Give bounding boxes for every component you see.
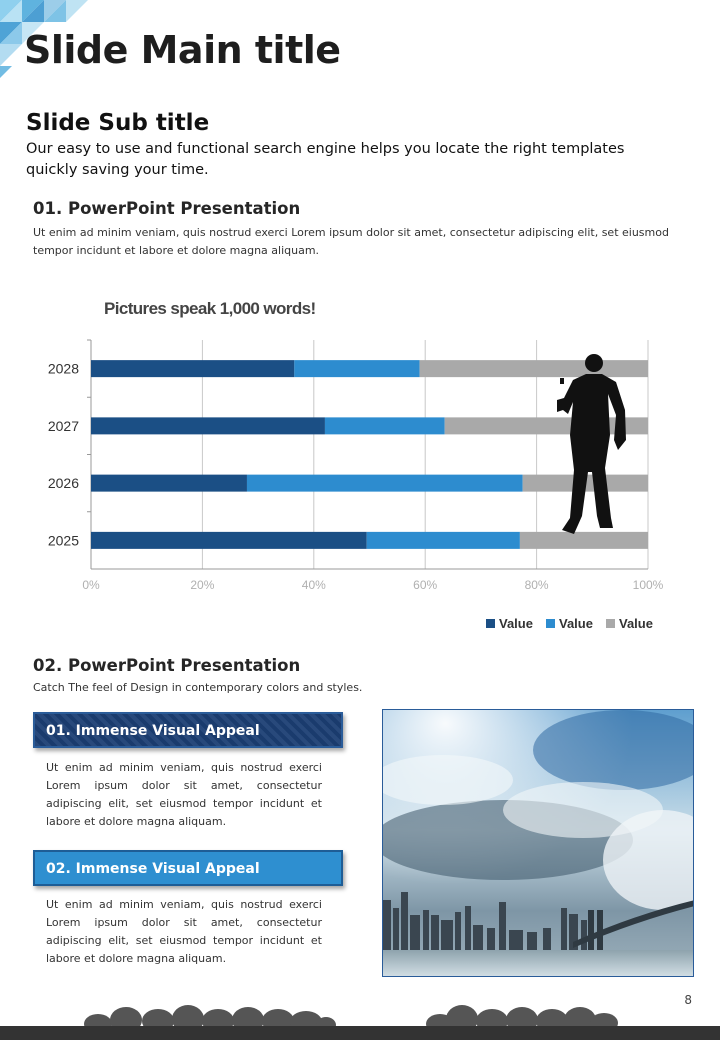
businessman-silhouette xyxy=(557,354,626,534)
bar-2027-series-1 xyxy=(91,417,325,434)
x-tick-label: 0% xyxy=(82,578,100,592)
city-skyline-photo xyxy=(382,709,694,977)
page-title: Slide Main title xyxy=(24,28,341,72)
x-tick-label: 20% xyxy=(190,578,215,592)
section2-heading: 02. PowerPoint Presentation xyxy=(33,656,301,675)
x-tick-label: 100% xyxy=(632,578,664,592)
x-tick-label: 80% xyxy=(524,578,549,592)
bar-2027-series-2 xyxy=(325,417,445,434)
y-tick-label: 2025 xyxy=(47,532,79,549)
footer-cloud-decoration xyxy=(0,1004,720,1028)
stacked-bar-chart xyxy=(30,290,690,640)
section1-heading: 01. PowerPoint Presentation xyxy=(33,199,301,218)
bar-2025-series-1 xyxy=(91,532,367,549)
feature-box-2-text: Ut enim ad minim veniam, quis nostrud exerci Lorem ipsum dolor sit amet, consectetur adipiscing elit, set eiusmod tempor incidunt et labore et dolore magna aliquam. xyxy=(46,898,322,965)
section1-text: Ut enim ad minim veniam, quis nostrud exerci Lorem ipsum dolor sit amet, consectetur adipiscing elit, set eiusmod tempor incidunt et labore et dolore magna aliquam. xyxy=(33,226,669,257)
section2-text: Catch The feel of Design in contemporary colors and styles. xyxy=(33,681,363,694)
feature-box-2-title: 02. Immense Visual Appeal xyxy=(33,850,343,886)
footer-bar xyxy=(0,1026,720,1040)
x-tick-label: 60% xyxy=(413,578,438,592)
legend-swatch xyxy=(486,619,495,628)
y-tick-label: 2027 xyxy=(47,417,79,434)
legend-label: Value xyxy=(499,616,533,631)
bar-2028-series-2 xyxy=(294,360,419,377)
x-tick-label: 40% xyxy=(301,578,326,592)
bar-2028-series-1 xyxy=(91,360,294,377)
y-tick-label: 2028 xyxy=(47,360,79,377)
legend-swatch xyxy=(546,619,555,628)
bar-2025-series-3 xyxy=(520,532,648,549)
legend-label: Value xyxy=(559,616,593,631)
sub-title-description: Our easy to use and functional search engine helps you locate the right templates quickly saving your time. xyxy=(26,141,625,178)
chart-title: Pictures speak 1,000 words! xyxy=(104,299,316,318)
bar-2026-series-1 xyxy=(91,475,247,492)
page-number: 8 xyxy=(684,993,692,1007)
bar-2026-series-2 xyxy=(247,475,523,492)
feature-box-1-title: 01. Immense Visual Appeal xyxy=(33,712,343,748)
feature-box-1-text: Ut enim ad minim veniam, quis nostrud exerci Lorem ipsum dolor sit amet, consectetur adipiscing elit, set eiusmod tempor incidunt et labore et dolore magna aliquam. xyxy=(46,761,322,828)
sub-title: Slide Sub title xyxy=(26,110,210,136)
y-tick-label: 2026 xyxy=(47,475,79,492)
legend-swatch xyxy=(606,619,615,628)
bar-2028-series-3 xyxy=(420,360,648,377)
bar-2025-series-2 xyxy=(367,532,520,549)
legend-label: Value xyxy=(619,616,653,631)
